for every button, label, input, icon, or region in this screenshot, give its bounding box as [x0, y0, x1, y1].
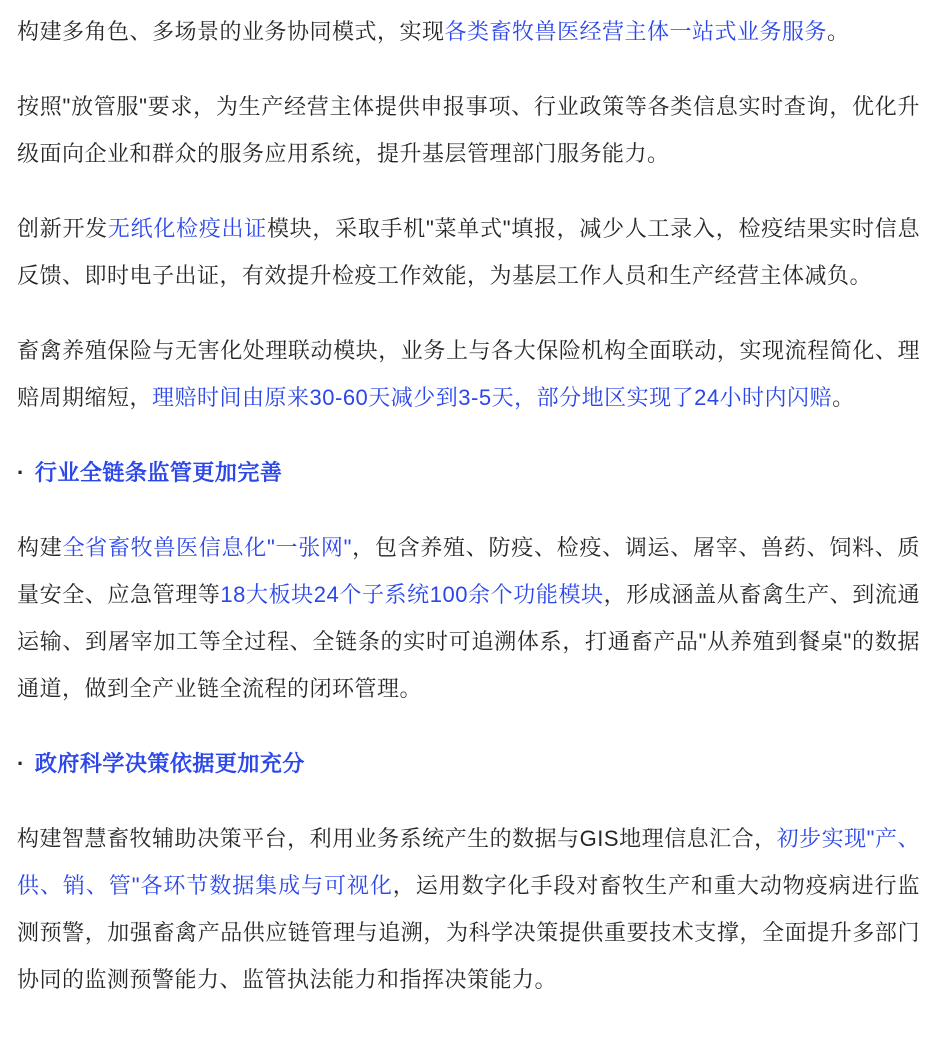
emphasis-text: 行业全链条监管更加完善 — [34, 460, 283, 485]
section-heading — [17, 449, 920, 496]
paragraph — [17, 815, 920, 1003]
article-body — [17, 8, 920, 1003]
emphasis-text: 理赔时间由原来30-60天减少到3-5天，部分地区实现了24小时内闪赔 — [152, 385, 833, 410]
emphasis-text: 无纸化检疫出证 — [107, 216, 267, 241]
paragraph — [17, 205, 920, 299]
body-text: 构建 — [17, 535, 63, 560]
heading-bullet: · — [17, 460, 25, 485]
body-text: ，形成涵盖从畜禽生产、到流通运输、到屠宰加工等全过程、全链条的实时可追溯体系，打通畜产品"从养殖到餐桌"的数据通道，做到全产业链全流程的闭环管理。 — [17, 582, 920, 701]
heading-bullet: · — [17, 751, 25, 776]
emphasis-text: 政府科学决策依据更加充分 — [34, 751, 305, 776]
paragraph — [17, 8, 920, 55]
body-text: 。 — [827, 19, 850, 44]
emphasis-text: 18大板块24个子系统100余个功能模块 — [220, 582, 604, 607]
body-text: 。 — [832, 385, 855, 410]
paragraph — [17, 83, 920, 177]
body-text: 模块，采取手机"菜单式"填报，减少人工录入，检疫结果实时信息反馈、即时电子出证，有效提升检疫工作效能，为基层工作人员和生产经营主体减负。 — [17, 216, 920, 288]
paragraph — [17, 524, 920, 712]
body-text: 畜禽养殖保险与无害化处理联动模块，业务上与各大保险机构全面联动，实现流程简化、理赔周期缩短， — [17, 338, 920, 410]
body-text: 构建智慧畜牧辅助决策平台，利用业务系统产生的数据与GIS地理信息汇合， — [17, 826, 777, 851]
section-heading — [17, 740, 920, 787]
paragraph — [17, 327, 920, 421]
emphasis-text: 初步实现"产、供、销、管"各环节数据集成与可视化 — [17, 826, 920, 898]
emphasis-text: 全省畜牧兽医信息化"一张网" — [62, 535, 352, 560]
body-text: 按照"放管服"要求，为生产经营主体提供申报事项、行业政策等各类信息实时查询，优化升级面向企业和群众的服务应用系统，提升基层管理部门服务能力。 — [17, 94, 920, 166]
body-text: ，运用数字化手段对畜牧生产和重大动物疫病进行监测预警，加强畜禽产品供应链管理与追溯，为科学决策提供重要技术支撑，全面提升多部门协同的监测预警能力、监管执法能力和指挥决策能力。 — [17, 873, 920, 992]
body-text: 创新开发 — [17, 216, 108, 241]
emphasis-text: 各类畜牧兽医经营主体一站式业务服务 — [444, 19, 828, 44]
body-text: 构建多角色、多场景的业务协同模式，实现 — [17, 19, 445, 44]
body-text: ，包含养殖、防疫、检疫、调运、屠宰、兽药、饲料、质量安全、应急管理等 — [17, 535, 920, 607]
